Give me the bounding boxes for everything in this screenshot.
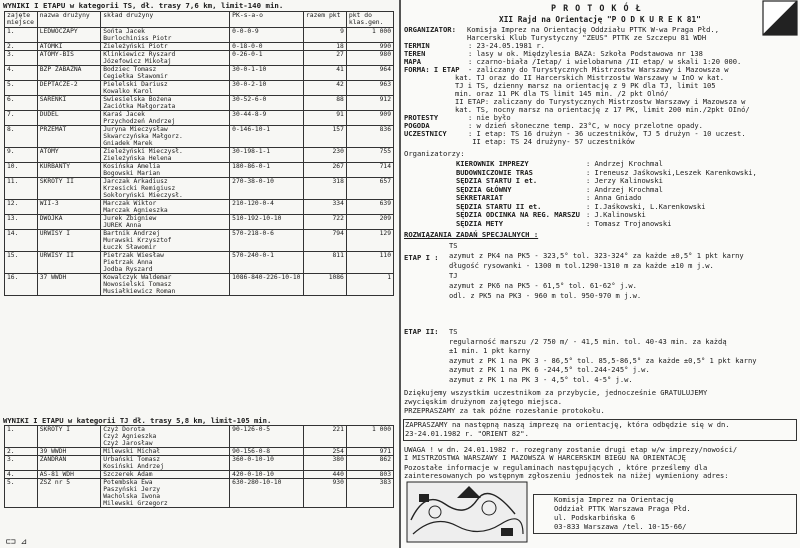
column-header: PK-s-a-o xyxy=(230,12,304,28)
organizer-role xyxy=(456,220,671,228)
pk-cell: 0-146-10-1 xyxy=(230,126,304,148)
team-name-cell: 39 WWDH xyxy=(37,448,100,456)
points-cell: 811 xyxy=(303,252,346,274)
members-cell xyxy=(101,200,230,215)
team-name-cell: SARENKI xyxy=(37,96,100,111)
address-box xyxy=(533,494,797,534)
member-name: Kowalczyk Waldemar xyxy=(103,274,172,281)
classification-cell: 964 xyxy=(346,66,393,81)
stage1-label: ETAP I : xyxy=(404,253,439,262)
member-name: Skwarczyńska Małgorz. xyxy=(103,133,183,140)
pk-cell: 510-192-10-10 xyxy=(230,215,304,230)
info-line-value: : 23-24.05.1981 r. xyxy=(468,41,545,50)
invite-line: 23-24.01.1982 r. "ORIENT 82". xyxy=(405,429,529,438)
member-name: Milewski Grzegorz xyxy=(103,500,168,507)
info2-line-value: II etap: TS 24 drużyny- 57 uczestników xyxy=(468,137,635,146)
invitation-box xyxy=(403,419,797,441)
place-cell: 4. xyxy=(5,66,38,81)
info2-line-value: : I etap: TS 16 drużyn - 36 uczestników, TJ 5 drużyn - 10 uczest. xyxy=(468,129,746,138)
member-name: Pielelski Dariusz xyxy=(103,81,168,88)
organizers-label: Organizatorzy: xyxy=(404,149,465,158)
member-name: Musiałkiewicz Roman xyxy=(103,288,176,295)
left-page xyxy=(0,0,399,548)
members-cell xyxy=(101,448,230,456)
team-name-cell: DUDEL xyxy=(37,111,100,126)
pk-cell: 630-280-10-10 xyxy=(230,479,304,508)
team-name-cell: URWISY I xyxy=(37,230,100,252)
place-cell: 9. xyxy=(5,148,38,163)
members-cell xyxy=(101,51,230,66)
organizer-role-key: SĘDZIA ODCINKA NA REG. MARSZU xyxy=(456,210,580,219)
table-row xyxy=(5,252,394,274)
info-line-key: TEREN xyxy=(404,49,426,58)
stage2-line: regularność marszu /2 750 m/ - 41,5 min. tol. 40-43 min. za każdą xyxy=(449,336,727,346)
info2-line-value: : w dzień słoneczne temp. 23°C, w nocy przelotne opady. xyxy=(468,121,703,130)
member-name: Kosińska Amelia xyxy=(103,163,161,170)
page-mark: ⊏⊐ ⊿ xyxy=(6,537,28,546)
team-name-cell: URWISY II xyxy=(37,252,100,274)
member-name: JUREK Anna xyxy=(103,222,142,229)
points-cell: 42 xyxy=(303,81,346,96)
member-name: Józefowicz Mikołaj xyxy=(103,58,172,65)
classification-cell: 714 xyxy=(346,163,393,178)
pk-cell: 360-0-10-10 xyxy=(230,456,304,471)
organizer-role-key: SĘDZIA STARTU I et. xyxy=(456,176,538,185)
pk-cell: 0-18-0-0 xyxy=(230,43,304,51)
team-name-cell: SKROTY II xyxy=(37,178,100,200)
results-header-tj: WYNIKI I ETAPU w kategorii TJ dł. trasy 5,8 km, limit-105 min. xyxy=(3,416,272,425)
member-name: Sońta Jacek xyxy=(103,28,145,35)
classification-cell: 1 000 xyxy=(346,28,393,43)
team-name-cell: ATOMKI xyxy=(37,43,100,51)
team-name-cell: AS-81 WDH xyxy=(37,471,100,479)
team-name-cell: DEPTACZE-2 xyxy=(37,81,100,96)
organizer-role-value: : Anna Gniado xyxy=(586,193,642,202)
right-page xyxy=(401,0,800,548)
results-table-tj xyxy=(4,425,394,508)
classification-cell: 912 xyxy=(346,96,393,111)
member-name: Świesielska Bożena xyxy=(103,96,172,103)
member-name: Bogowski Marian xyxy=(103,170,161,177)
results-header-ts: WYNIKI I ETAPU w kategorii TS, dł. trasy 7,6 km, limit-140 min. xyxy=(3,1,284,10)
table-row xyxy=(5,200,394,215)
pk-cell: 90-126-0-5 xyxy=(230,426,304,448)
place-cell: 5. xyxy=(5,81,38,96)
member-name: Burlochiniss Piotr xyxy=(103,35,172,42)
thanks-line: PRZEPRASZAMY za tak późne rozesłanie protokołu. xyxy=(404,406,605,415)
members-cell xyxy=(101,148,230,163)
orienteering-logo-icon xyxy=(762,0,798,36)
member-name: Jurek Zbigniew xyxy=(103,215,157,222)
team-name-cell: ATOMY xyxy=(37,148,100,163)
members-cell xyxy=(101,215,230,230)
points-cell: 41 xyxy=(303,66,346,81)
member-name: Marczak Agnieszka xyxy=(103,207,168,214)
place-cell: 11. xyxy=(5,178,38,200)
classification-cell: 803 xyxy=(346,471,393,479)
pk-cell: 30-0-1-10 xyxy=(230,66,304,81)
pk-cell: 30-52-6-0 xyxy=(230,96,304,111)
place-cell: 2. xyxy=(5,43,38,51)
info2-line-key: POGODA xyxy=(404,121,430,130)
form-line: II ETAP: zaliczany do Turystycznych Mistrzostw Warszawy i Mazowsza w xyxy=(455,97,746,106)
organizer-role-value: : J.Kalinowski xyxy=(586,210,646,219)
members-cell xyxy=(101,28,230,43)
place-cell: 3. xyxy=(5,456,38,471)
member-name: Czyż Dorota xyxy=(103,426,145,433)
place-cell: 2. xyxy=(5,448,38,456)
stage2-line: azymut z PK 1 na PK 6 -244,5° tol.244-245° j.w. xyxy=(449,365,650,375)
stage2-line: ±1 min. 1 pkt karny xyxy=(449,346,531,356)
table-row xyxy=(5,215,394,230)
members-cell xyxy=(101,426,230,448)
member-name: Zieleżyńska Helena xyxy=(103,155,172,162)
members-cell xyxy=(101,111,230,126)
place-cell: 1. xyxy=(5,28,38,43)
table-row xyxy=(5,43,394,51)
pk-cell: 0-0-0-9 xyxy=(230,28,304,43)
members-cell xyxy=(101,126,230,148)
organizer-role-value: : I.Jaśkowski, L.Karenkowski xyxy=(586,201,706,211)
member-name: Zieleżyński Piotr xyxy=(103,43,168,50)
pk-cell: 30-44-8-9 xyxy=(230,111,304,126)
member-name: Wacholska Iwona xyxy=(103,493,161,500)
team-name-cell: SKROTY I xyxy=(37,426,100,448)
classification-cell: 980 xyxy=(346,51,393,66)
member-name: Łuczk Sławomir xyxy=(103,244,157,251)
organizer-role-value: : Andrzej Krochmal xyxy=(586,184,663,194)
classification-cell: 1 000 xyxy=(346,426,393,448)
stage1-line: TS xyxy=(449,241,458,250)
points-cell: 318 xyxy=(303,178,346,200)
classification-cell: 971 xyxy=(346,448,393,456)
classification-cell: 990 xyxy=(346,43,393,51)
organizer-role-key: BUDOWNICZOWIE TRAS xyxy=(456,167,533,177)
member-name: Marczak Wiktor xyxy=(103,200,157,207)
info2-line-value: : nie było xyxy=(468,113,511,122)
address-line: Oddział PTTK Warszawa Praga Płd. xyxy=(554,504,691,513)
table-row xyxy=(5,178,394,200)
points-cell: 794 xyxy=(303,230,346,252)
stage2-line: azymut z PK 1 na PK 3 - 86,5° tol. 85,5-86,5° za każde ±0,5° 1 pkt karny xyxy=(449,355,757,365)
points-cell: 722 xyxy=(303,215,346,230)
column-header: razem pkt xyxy=(303,12,346,28)
points-cell: 440 xyxy=(303,471,346,479)
member-name: Cegiełka Sławomir xyxy=(103,73,168,80)
classification-cell: 836 xyxy=(346,126,393,148)
members-cell xyxy=(101,252,230,274)
pk-cell: 1086-840-226-10-10 xyxy=(230,274,304,296)
members-cell xyxy=(101,66,230,81)
place-cell: 4. xyxy=(5,471,38,479)
notice-line: I MISTRZOSTWA WARSZAWY I MAZOWSZA W HARCERSKIM BIEGU NA ORIENTACJĘ xyxy=(404,453,686,462)
team-name-cell: WII-3 xyxy=(37,200,100,215)
points-cell: 27 xyxy=(303,51,346,66)
classification-cell: 862 xyxy=(346,456,393,471)
info-line-key: MAPA xyxy=(404,57,422,66)
points-cell: 254 xyxy=(303,448,346,456)
team-name-cell: 37 WWDH xyxy=(37,274,100,296)
member-name: Murawski Krzysztof xyxy=(103,237,172,244)
more-line: zainteresowanych po wstępnym zgłoszeniu jednostek na niżej wymieniony adres: xyxy=(404,471,729,480)
place-cell: 1. xyxy=(5,426,38,448)
classification-cell: 963 xyxy=(346,81,393,96)
more-line: Pozostałe informacje w regulaminach następujących , które prześlemy dla xyxy=(404,463,708,472)
member-name: Potembska Ewa xyxy=(103,479,153,486)
place-cell: 13. xyxy=(5,215,38,230)
team-name-cell: ZANDRAN xyxy=(37,456,100,471)
table-row xyxy=(5,28,394,43)
member-name: Juryna Mieczysław xyxy=(103,126,168,133)
members-cell xyxy=(101,163,230,178)
table-row xyxy=(5,426,394,448)
table-row xyxy=(5,230,394,252)
column-header: pkt do klas.gen. xyxy=(346,12,393,28)
address-line: ul. Podskarbińska 6 xyxy=(554,513,636,522)
classification-cell: 755 xyxy=(346,148,393,163)
member-name: Kosiński Andrzej xyxy=(103,463,164,470)
address-line: 03-833 Warszawa /tel. 10-15-66/ xyxy=(554,522,687,531)
place-cell: 7. xyxy=(5,111,38,126)
members-cell xyxy=(101,479,230,508)
protocol-title: P R O T O K Ó Ł xyxy=(551,3,642,13)
organizer-label: ORGANIZATOR: xyxy=(404,25,456,34)
place-cell: 14. xyxy=(5,230,38,252)
member-name: Jodba Ryszard xyxy=(103,266,153,273)
points-cell: 267 xyxy=(303,163,346,178)
classification-cell: 110 xyxy=(346,252,393,274)
place-cell: 15. xyxy=(5,252,38,274)
stage2-label: ETAP II: xyxy=(404,327,439,336)
classification-cell: 1 xyxy=(346,274,393,296)
orienteering-map-logo-icon xyxy=(405,480,533,546)
rally-title: XII Rajd na Orientację "P O D K U R E K 81" xyxy=(499,15,701,24)
classification-cell: 639 xyxy=(346,200,393,215)
info2-line-key: UCZESTNICY xyxy=(404,129,447,138)
team-name-cell: BZP ŻABAZNA xyxy=(37,66,100,81)
member-name: Bodziec Tomasz xyxy=(103,66,157,73)
member-name: Bartnik Andrzej xyxy=(103,230,161,237)
form-line: kat. TJ oraz do II Harcerskich Mistrzostw Warszawy w InO w kat. xyxy=(455,73,725,82)
stage1-line: długość rysowanki - 1300 m tol.1290-1310 m za każde ±10 m j.w. xyxy=(449,261,714,270)
stage2-line: TS xyxy=(449,327,458,336)
info-line-value: : lasy w ok. Międzylesia BAZA: Szkoła Podstawowa nr 138 xyxy=(468,49,703,58)
classification-cell: 209 xyxy=(346,215,393,230)
table-row xyxy=(5,456,394,471)
member-name: Czyż Agnieszka xyxy=(103,433,157,440)
thanks-line: zwycięskim drużynom zajętego miejsca. xyxy=(404,397,563,406)
points-cell: 91 xyxy=(303,111,346,126)
stage1-line: odl. z PK5 na PK3 - 960 m tol. 950-970 m j.w. xyxy=(449,291,642,300)
points-cell: 9 xyxy=(303,28,346,43)
members-cell xyxy=(101,230,230,252)
pk-cell: 0-26-0-1 xyxy=(230,51,304,66)
organizer-role-key: SĘDZIA STARTU II et. xyxy=(456,201,542,211)
pk-cell: 180-86-0-1 xyxy=(230,163,304,178)
classification-cell: 657 xyxy=(346,178,393,200)
table-row xyxy=(5,126,394,148)
place-cell: 3. xyxy=(5,51,38,66)
team-name-cell: ATOMY-BIS xyxy=(37,51,100,66)
organizer-role-value: : Ireneusz Jaśkowski,Leszek Karenkowski, xyxy=(586,167,757,177)
member-name: Przychodzeń Andrzej xyxy=(103,118,176,125)
form-line: TJ i TS, dzienny marsz na orientację z 9 PK dla TJ, limit 105 xyxy=(455,81,716,90)
members-cell xyxy=(101,81,230,96)
column-header: nazwa drużyny xyxy=(37,12,100,28)
info-line-value: - zaliczany do Turystycznych Mistrzostw Warszawy i Mazowsza w xyxy=(468,65,729,74)
pk-cell: 270-38-0-10 xyxy=(230,178,304,200)
points-cell: 230 xyxy=(303,148,346,163)
points-cell: 88 xyxy=(303,96,346,111)
results-table-ts xyxy=(4,11,394,296)
pk-cell: 30-0-2-10 xyxy=(230,81,304,96)
form-line: min. oraz 11 PK dla TS limit 145 min. /2 pkt Olnó/ xyxy=(455,89,669,98)
member-name: Milewski Michał xyxy=(103,448,161,455)
classification-cell: 129 xyxy=(346,230,393,252)
member-name: Kowalko Karol xyxy=(103,88,153,95)
members-cell xyxy=(101,274,230,296)
organizer-role-value: : Jerzy Kalinowski xyxy=(586,176,663,185)
member-name: Zaciótka Małgorzata xyxy=(103,103,176,110)
solutions-title: ROZWIĄZANIA ZADAŃ SPECJALNYCH : xyxy=(404,230,539,239)
thanks-line: Dziękujemy wszystkim uczestnikom za przybycie, jednocześnie GRATULUJEMY xyxy=(404,388,708,397)
address-line: Komisja Imprez na Orientację xyxy=(554,495,674,504)
members-cell xyxy=(101,456,230,471)
classification-cell: 909 xyxy=(346,111,393,126)
members-cell xyxy=(101,43,230,51)
column-header: zajęte miejsce xyxy=(5,12,38,28)
stage2-line: azymut z PK 1 na PK 3 - 4,5° tol. 4-5° j.w. xyxy=(449,375,633,384)
member-name: Urbański Tomasz xyxy=(103,456,161,463)
table-row xyxy=(5,471,394,479)
member-name: Nowosielski Tomasz xyxy=(103,281,172,288)
table-row xyxy=(5,163,394,178)
stage1-line: azymut z PK4 na PK5 - 323,5° tol. 323-324° za każde ±0,5° 1 pkt karny xyxy=(449,251,744,260)
organizer-role-value: : Andrzej Krochmal xyxy=(586,159,663,168)
notice-line: UWAGA ! w dn. 24.01.1982 r. rozegrany zostanie drugi etap w/w imprezy/nowości/ xyxy=(404,445,738,454)
member-name: Karaś Jacek xyxy=(103,111,145,118)
points-cell: 930 xyxy=(303,479,346,508)
place-cell: 16. xyxy=(5,274,38,296)
member-name: Jarczak Arkadiusz xyxy=(103,178,168,185)
table-row xyxy=(5,148,394,163)
place-cell: 5. xyxy=(5,479,38,508)
points-cell: 18 xyxy=(303,43,346,51)
table-row xyxy=(5,51,394,66)
team-name-cell: KURBANTY xyxy=(37,163,100,178)
table-row xyxy=(5,96,394,111)
info2-line-key: PROTESTY xyxy=(404,113,439,122)
points-cell: 157 xyxy=(303,126,346,148)
pk-cell: 210-120-0-4 xyxy=(230,200,304,215)
team-name-cell: LEDWOCZAPY xyxy=(37,28,100,43)
organizer-role-value: : Tomasz Trojanowski xyxy=(586,218,672,228)
points-cell: 221 xyxy=(303,426,346,448)
organizer-role-key: KIEROWNIK IMPREZY xyxy=(456,159,529,168)
organizer-line: Harcerski Klub Turystyczny "ZEUS" PTTK ze Szczepu 81 WDH xyxy=(467,33,707,42)
member-name: Zieleżyński Mieczysł. xyxy=(103,148,183,155)
member-name: Gniadek Marek xyxy=(103,140,153,147)
place-cell: 12. xyxy=(5,200,38,215)
organizer-role-key: SEKRETARIAT xyxy=(456,193,503,202)
classification-cell: 383 xyxy=(346,479,393,508)
place-cell: 10. xyxy=(5,163,38,178)
column-header: skład drużyny xyxy=(101,12,230,28)
table-row xyxy=(5,479,394,508)
table-row xyxy=(5,274,394,296)
pk-cell: 420-0-10-10 xyxy=(230,471,304,479)
member-name: Klinkiewicz Ryszard xyxy=(103,51,176,58)
points-cell: 334 xyxy=(303,200,346,215)
pk-cell: 570-218-0-6 xyxy=(230,230,304,252)
organizer-role-key: SĘDZIA METY xyxy=(456,218,503,228)
team-name-cell: PRZEMAT xyxy=(37,126,100,148)
info-line-value: : czarno-biała /Ietap/ i wielobarwna /II etap/ w skali 1:20 000. xyxy=(468,57,742,66)
points-cell: 380 xyxy=(303,456,346,471)
info2-line xyxy=(404,138,635,146)
pk-cell: 30-198-1-1 xyxy=(230,148,304,163)
members-cell xyxy=(101,178,230,200)
member-name: Pietrzak Wiesław xyxy=(103,252,164,259)
team-name-cell: DWÓJKA xyxy=(37,215,100,230)
pk-cell: 90-156-0-8 xyxy=(230,448,304,456)
member-name: Pietrzak Anna xyxy=(103,259,153,266)
pk-cell: 570-240-0-1 xyxy=(230,252,304,274)
form-line: kat. TS, nocny marsz na orientację z 17 PK, limit 200 min./2pkt OInó/ xyxy=(455,105,750,114)
member-name: Paszyński Jerzy xyxy=(103,486,161,493)
organizer-line: Komisja Imprez na Orientację Oddziału PTTK W-wa Praga Płd., xyxy=(467,25,719,34)
members-cell xyxy=(101,471,230,479)
members-cell xyxy=(101,96,230,111)
member-name: Szczerek Adam xyxy=(103,471,153,478)
info-line-key: TERMIN xyxy=(404,41,430,50)
table-row xyxy=(5,111,394,126)
points-cell: 1086 xyxy=(303,274,346,296)
team-name-cell: ZSZ nr 5 xyxy=(37,479,100,508)
member-name: Krzesicki Remigiusz xyxy=(103,185,176,192)
place-cell: 6. xyxy=(5,96,38,111)
place-cell: 8. xyxy=(5,126,38,148)
member-name: Sokłoryński Mieczysł. xyxy=(103,192,183,199)
organizer-role-key: SĘDZIA GŁÓWNY xyxy=(456,184,512,194)
table-header xyxy=(5,12,394,28)
table-row xyxy=(5,81,394,96)
member-name: Czyż Jarosław xyxy=(103,440,153,447)
stage1-line: TJ xyxy=(449,271,458,280)
stage1-line: azymut z PK6 na PK5 - 61,5° tol. 61-62° j.w. xyxy=(449,281,637,290)
invite-line: ZAPRASZAMY na następną naszą imprezę na orientację, która odbędzie się w dn. xyxy=(405,420,730,429)
info-line-key: FORMA: I ETAP xyxy=(404,65,460,74)
table-row xyxy=(5,66,394,81)
table-row xyxy=(5,448,394,456)
